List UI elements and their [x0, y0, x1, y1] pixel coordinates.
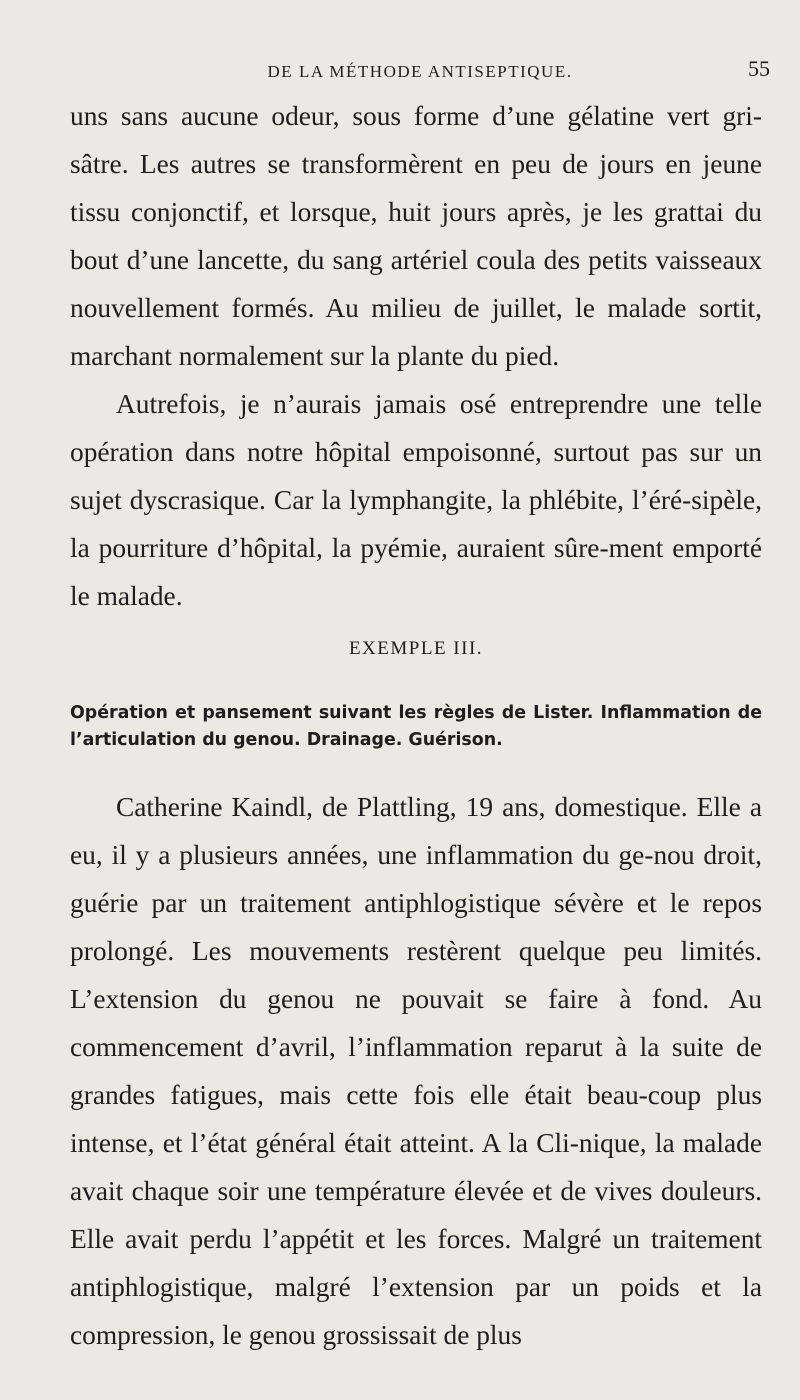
running-title: DE LA MÉTHODE ANTISEPTIQUE.: [267, 62, 573, 81]
paragraph: Autrefois, je n’aurais jamais osé entreprendre une telle opération dans notre hôpital empoisonné, surtout pas sur un sujet dyscrasique. Car la lymphangite, la phlébite, l’éré-sipèle, la pourriture d’hôpital, la pyémie, auraient sûre-ment emporté le malade.: [70, 389, 762, 611]
section-summary: Opération et pansement suivant les règles de Lister. Inflammation de l’articulation du genou. Drainage. Guérison.: [70, 703, 762, 750]
paragraph-continuation: uns sans aucune odeur, sous forme d’une gélatine vert gri-sâtre. Les autres se transformèrent en peu de jours en jeune tissu conjonctif, et lorsque, huit jours après, je les grattai du bout d’une lancette, du sang artériel coula des petits vaisseaux nouvellement formés. Au milieu de juillet, le malade sortit, marchant normalement sur la plante du pied.: [70, 101, 762, 371]
page-number: 55: [748, 56, 770, 81]
section-heading: EXEMPLE III.: [348, 638, 484, 659]
text-block-top: [70, 92, 762, 620]
running-head: [70, 56, 770, 86]
text-block-bottom: [70, 783, 762, 1359]
paragraph: Catherine Kaindl, de Plattling, 19 ans, domestique. Elle a eu, il y a plusieurs années, une inflammation du ge-nou droit, guérie par un traitement antiphlogistique sévère et le repos prolongé. Les mouvements restèrent quelque peu limités. L’extension du genou ne pouvait se faire à fond. Au commencement d’avril, l’inflammation reparut à la suite de grandes fatigues, mais cette fois elle était beau-coup plus intense, et l’état général était atteint. A la Cli-nique, la malade avait chaque soir une température élevée et de vives douleurs. Elle avait perdu l’appétit et les forces. Malgré un traitement antiphlogistique, malgré l’extension par un poids et la compression, le genou grossissait de plus: [70, 792, 762, 1350]
